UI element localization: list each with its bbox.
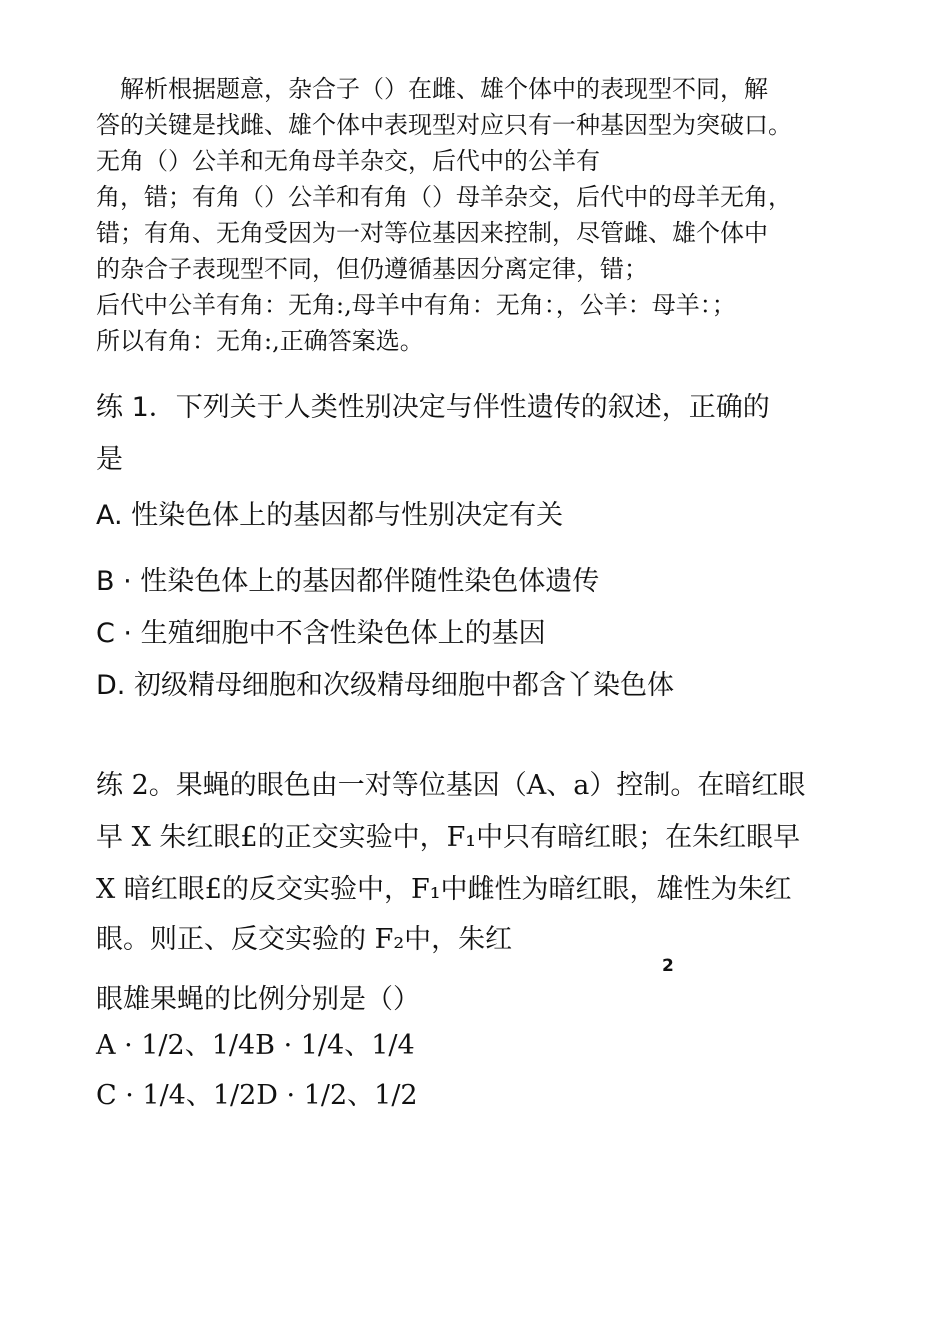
question-1-option-c: C · 生殖细胞中不含性染色体上的基因 (96, 618, 546, 649)
question-2-line-3: X 暗红眼£的反交实验中，F₁中雌性为暗红眼，雄性为朱红 (96, 874, 792, 905)
analysis-line-5: 错；有角、无角受因为一对等位基因来控制，尽管雌、雄个体中 (96, 219, 768, 247)
analysis-line-8: 所以有角：无角:,正确答案选。 (96, 327, 424, 355)
question-2-options-cd: C · 1/4、1/2D · 1/2、1/2 (96, 1080, 418, 1111)
question-1-option-d: D. 初级精母细胞和次级精母细胞中都含丫染色体 (96, 670, 674, 701)
analysis-line-6: 的杂合子表现型不同，但仍遵循基因分离定律，错； (96, 255, 648, 283)
question-2-options-ab: A · 1/2、1/4B · 1/4、1/4 (96, 1030, 415, 1061)
question-1-stem-line-1: 练 1．下列关于人类性别决定与伴性遗传的叙述，正确的 (96, 392, 770, 423)
question-1-stem-line-2: 是 (96, 444, 123, 475)
analysis-line-3: 无角（）公羊和无角母羊杂交，后代中的公羊有 (96, 147, 600, 175)
page-number: 2 (662, 956, 674, 976)
question-2-line-5: 眼雄果蝇的比例分别是（） (96, 984, 420, 1015)
question-2-line-4: 眼。则正、反交实验的 F₂中，朱红 (96, 924, 513, 955)
question-1-option-b: B · 性染色体上的基因都伴随性染色体遗传 (96, 566, 600, 597)
analysis-line-1: 解析根据题意，杂合子（）在雌、雄个体中的表现型不同，解 (96, 75, 768, 103)
question-1-option-a: A. 性染色体上的基因都与性别决定有关 (96, 500, 564, 531)
question-2-line-2: 早 X 朱红眼£的正交实验中，F₁中只有暗红眼；在朱红眼早 (96, 822, 801, 853)
analysis-line-7: 后代中公羊有角：无角:,母羊中有角：无角：，公羊：母羊：； (96, 291, 736, 319)
question-2-line-1: 练 2。果蝇的眼色由一对等位基因（A、a）控制。在暗红眼 (96, 770, 806, 801)
analysis-line-2: 答的关键是找雌、雄个体中表现型对应只有一种基因型为突破口。 (96, 111, 792, 139)
analysis-line-4: 角，错；有角（）公羊和有角（）母羊杂交，后代中的母羊无角， (96, 183, 792, 211)
